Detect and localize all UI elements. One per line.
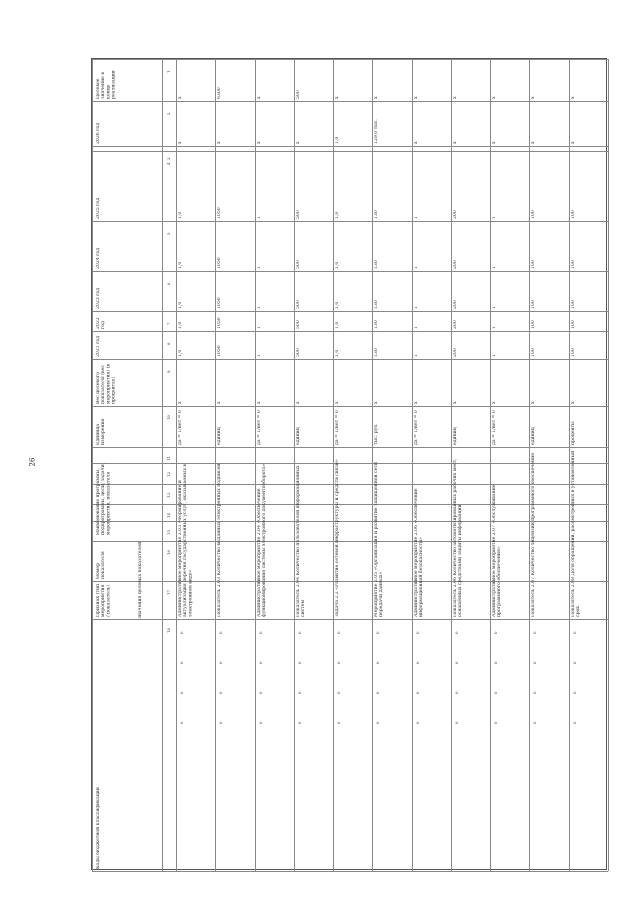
column-number: 2: [166, 112, 171, 115]
cell-year-value: 100: [570, 300, 576, 309]
column-number: 18: [166, 627, 171, 633]
cell-code: [532, 834, 565, 844]
cell-code: [179, 744, 212, 754]
cell-code: [454, 804, 487, 814]
cell-year-value: 1: [256, 216, 262, 219]
cell-code: [258, 834, 291, 844]
column-number: 15: [166, 529, 171, 535]
cell-code: 0: [257, 631, 263, 634]
cell-code: 0: [257, 721, 263, 724]
cell-year-value: 1: [413, 266, 419, 269]
cell-code: [375, 834, 408, 844]
cell-final-value: х: [492, 96, 498, 99]
cell-unit: единиц: [295, 427, 301, 445]
cell-code: [218, 744, 251, 754]
cell-year-value: 130: [374, 320, 380, 329]
cell-weight: х: [178, 401, 183, 404]
cell-name: Административное мероприятие 2.03 «Формирование и актуализация перечня государственных услуг, оказываемых в электронном виде»: [178, 464, 194, 617]
cell-code: 0: [571, 691, 577, 694]
cell-year-value: 200: [452, 210, 458, 219]
cell-code: [493, 744, 526, 754]
cell-code: 0: [493, 691, 499, 694]
grid-hline: [92, 871, 608, 872]
cell-year-value: 1050: [217, 345, 223, 357]
cell-year-value: 100: [531, 260, 537, 269]
cell-code: 0: [493, 661, 499, 664]
cell-name: Показатель 2.08 Доля обращений, рассмотренных в установленный срок: [570, 450, 581, 617]
cell-code: [493, 804, 526, 814]
cell-code: 0: [179, 691, 184, 694]
cell-year-value: х: [452, 141, 458, 144]
column-number: 14: [166, 512, 171, 518]
cell-year-value: 100: [570, 320, 576, 329]
cell-code: [454, 834, 487, 844]
column-number: 3: [166, 157, 171, 160]
grid-vline: [92, 59, 93, 871]
cell-code: [336, 804, 369, 814]
cell-year-value: 1,0: [335, 301, 341, 309]
cell-year-value: 1: [492, 306, 498, 309]
cell-year-value: 130: [374, 348, 380, 357]
cell-year-value: 500: [295, 210, 301, 219]
cell-code: 0: [257, 661, 263, 664]
cell-final-value: х: [335, 96, 341, 99]
cell-code: [258, 744, 291, 754]
cell-code: [179, 804, 212, 814]
cell-year-value: 130: [374, 300, 380, 309]
cell-year-value: 1,0: [178, 211, 183, 219]
cell-code: [415, 834, 448, 844]
cell-code: 0: [493, 721, 499, 724]
cell-code: 0: [336, 691, 342, 694]
cell-year-value: 1,0: [178, 349, 183, 357]
cell-code: [493, 774, 526, 784]
cell-code: 0: [453, 661, 459, 664]
column-number: 12: [166, 471, 171, 477]
cell-code: [297, 804, 330, 814]
cell-year-value: х: [570, 141, 576, 144]
cell-year-value: 100: [531, 320, 537, 329]
cell-final-value: х: [256, 96, 262, 99]
cell-unit: единиц: [217, 427, 223, 445]
column-number: 17: [166, 589, 171, 595]
cell-code: 0: [414, 721, 420, 724]
cell-code: [493, 834, 526, 844]
cell-code: 0: [375, 661, 381, 664]
header-h-unit: Единица измерения: [96, 418, 107, 445]
cell-year-value: 1: [413, 306, 419, 309]
cell-weight: х: [413, 401, 419, 404]
cell-code: 0: [296, 691, 302, 694]
header-h-y4: 2024 год: [96, 247, 101, 269]
cell-code: 0: [571, 721, 577, 724]
cell-unit: единиц: [452, 427, 458, 445]
cell-final-value: 500: [295, 90, 301, 99]
cell-code: [375, 804, 408, 814]
cell-unit: тыс. руб.: [374, 423, 380, 445]
cell-unit: да = 1/нет = 0: [178, 410, 183, 445]
cell-year-value: 500: [295, 260, 301, 269]
cell-year-value: 1,0: [335, 211, 341, 219]
cell-year-value: х: [178, 141, 183, 144]
cell-code: 0: [532, 691, 538, 694]
cell-code: 0: [179, 661, 184, 664]
cell-unit: единиц: [531, 427, 537, 445]
cell-code: 0: [571, 631, 577, 634]
cell-year-value: х: [295, 141, 301, 144]
cell-final-value: х: [570, 96, 576, 99]
cell-code: 0: [375, 721, 381, 724]
cell-code: 0: [179, 631, 184, 634]
column-number: 4: [166, 162, 171, 165]
header-h-y5: 2025 год: [96, 197, 101, 219]
cell-year-value: 1: [413, 326, 419, 329]
header-h-final: Целевое значение в конце реализации: [96, 70, 117, 99]
cell-year-value: 1,0: [335, 136, 341, 144]
cell-code: [258, 774, 291, 784]
cell-code: 0: [336, 661, 342, 664]
grid-vline: [162, 59, 163, 871]
cell-year-value: 1: [492, 266, 498, 269]
header-h-y3: 2023 год: [96, 287, 101, 309]
cell-code: [572, 804, 605, 814]
cell-weight: х: [335, 401, 341, 404]
cell-code: 0: [532, 631, 538, 634]
program-table: [91, 58, 607, 870]
column-number: 8: [166, 342, 171, 345]
cell-code: [297, 744, 330, 754]
cell-code: 0: [414, 631, 420, 634]
cell-code: [336, 834, 369, 844]
cell-code: 0: [414, 691, 420, 694]
cell-year-value: 500: [295, 320, 301, 329]
cell-code: [532, 804, 565, 814]
cell-code: [179, 774, 212, 784]
cell-code: [218, 804, 251, 814]
header-h-y6: 2026 год: [96, 122, 101, 144]
cell-code: [218, 834, 251, 844]
cell-code: 0: [218, 661, 224, 664]
cell-name: Показатель 2.04 Количество пользователей информационных систем: [295, 465, 307, 617]
header-h-num: Номер показателя: [96, 551, 107, 579]
cell-unit: да = 1/нет = 0: [256, 410, 262, 445]
column-number: 7: [166, 322, 171, 325]
cell-name: Показатель 2.06 Количество автоматизированных рабочих мест, оснащённых средствами защиты информации: [452, 458, 464, 617]
cell-final-value: х: [413, 96, 419, 99]
header-h-y2: 2022 год: [96, 317, 107, 329]
cell-year-value: 1: [256, 306, 262, 309]
cell-code: [572, 774, 605, 784]
cell-code: 0: [296, 721, 302, 724]
cell-code: [336, 744, 369, 754]
cell-year-value: 200: [452, 260, 458, 269]
cell-code: [532, 744, 565, 754]
column-number: 10: [166, 414, 171, 420]
cell-unit: проценты: [570, 421, 576, 445]
cell-code: 0: [218, 631, 224, 634]
cell-code: 0: [336, 631, 342, 634]
cell-year-value: 1,0: [178, 261, 183, 269]
cell-year-value: 1,0: [335, 349, 341, 357]
header-h-name: Наименование программы, подпрограммы, цели, задачи, мероприятия, показателя: [96, 462, 112, 535]
cell-year-value: 1,0: [335, 321, 341, 329]
cell-weight: х: [217, 401, 223, 404]
cell-year-value: 1: [256, 354, 262, 357]
cell-weight: х: [531, 401, 537, 404]
cell-unit: да = 1/нет = 0: [335, 410, 341, 445]
cell-year-value: 100: [531, 348, 537, 357]
cell-code: 0: [375, 631, 381, 634]
cell-code: 0: [414, 661, 420, 664]
cell-code: 0: [375, 691, 381, 694]
cell-code: 0: [296, 661, 302, 664]
cell-weight: х: [492, 401, 498, 404]
cell-year-value: 1,0: [178, 301, 183, 309]
cell-name: Мероприятие 2.05 «Организация и развитие защищённой сети передачи данных»: [374, 462, 385, 617]
cell-code: 0: [453, 631, 459, 634]
cell-code: [415, 774, 448, 784]
cell-year-value: 100: [570, 210, 576, 219]
cell-final-value: 6300: [217, 87, 223, 99]
cell-year-value: 1: [492, 216, 498, 219]
cell-year-value: 130: [374, 210, 380, 219]
cell-year-value: х: [531, 141, 537, 144]
column-number: 5: [166, 232, 171, 235]
cell-code: [572, 834, 605, 844]
cell-code: 0: [453, 721, 459, 724]
cell-code: 0: [296, 631, 302, 634]
column-number: 6: [166, 282, 171, 285]
header-sources-group: Коды бюджетной классификации: [96, 787, 101, 869]
cell-code: 0: [218, 691, 224, 694]
cell-year-value: 1: [413, 354, 419, 357]
cell-code: [532, 774, 565, 784]
cell-weight: х: [374, 401, 380, 404]
cell-weight: х: [452, 401, 458, 404]
cell-code: [258, 804, 291, 814]
cell-year-value: 200: [452, 320, 458, 329]
cell-year-value: 100: [531, 210, 537, 219]
cell-year-value: 1,0: [178, 321, 183, 329]
cell-weight: х: [256, 401, 262, 404]
cell-code: 0: [336, 721, 342, 724]
page-number: 26: [28, 457, 37, 467]
cell-name: Административное мероприятие 2.07 «Обслуживание программного обеспечения»: [492, 484, 503, 617]
cell-final-value: х: [452, 96, 458, 99]
cell-code: [297, 774, 330, 784]
cell-year-value: 129,0 тыс.: [374, 119, 380, 144]
cell-year-value: 1: [256, 326, 262, 329]
cell-code: 0: [571, 661, 577, 664]
cell-year-value: 500: [295, 300, 301, 309]
column-number: 13: [166, 492, 171, 498]
cell-year-value: 1: [492, 354, 498, 357]
cell-weight: х: [570, 401, 576, 404]
cell-year-value: х: [413, 141, 419, 144]
column-number: 1: [166, 70, 171, 73]
cell-final-value: х: [531, 96, 537, 99]
column-number: 9: [166, 370, 171, 373]
column-number: 11: [166, 455, 171, 461]
cell-year-value: 100: [531, 300, 537, 309]
cell-code: 0: [532, 721, 538, 724]
cell-code: [375, 774, 408, 784]
cell-year-value: х: [217, 141, 223, 144]
cell-year-value: 1,0: [335, 261, 341, 269]
cell-name: Задача 2.2 «Развитие сетевой инфраструктуры и средств связи»: [335, 459, 341, 617]
cell-year-value: 130: [374, 260, 380, 269]
column-number: 16: [166, 549, 171, 555]
cell-year-value: 1050: [217, 317, 223, 329]
cell-year-value: 1: [413, 216, 419, 219]
cell-code: [179, 834, 212, 844]
cell-code: [415, 744, 448, 754]
cell-code: [454, 744, 487, 754]
cell-code: 0: [532, 661, 538, 664]
cell-code: [336, 774, 369, 784]
cell-unit: да = 1/нет = 0: [492, 410, 498, 445]
header-h-sign: Признак (тип мероприятия / показатель): [96, 583, 112, 617]
cell-code: [454, 774, 487, 784]
cell-year-value: 100: [570, 260, 576, 269]
cell-code: 0: [257, 691, 263, 694]
cell-year-value: х: [492, 141, 498, 144]
cell-code: [297, 834, 330, 844]
cell-code: 0: [453, 691, 459, 694]
cell-code: [375, 744, 408, 754]
cell-final-value: х: [178, 96, 183, 99]
header-h-weight: Вес целевого показателя (вес мероприятия) (в процентах): [96, 363, 117, 404]
header-h-y1: 2021 год: [96, 335, 101, 357]
cell-year-value: 1: [256, 266, 262, 269]
cell-year-value: 100: [570, 348, 576, 357]
cell-unit: да = 1/нет = 0: [413, 410, 419, 445]
cell-code: [572, 744, 605, 754]
cell-name: Показатель 2.07 Количество лицензий программного обеспечения: [531, 452, 537, 617]
cell-year-value: 1: [492, 326, 498, 329]
cell-name: Административное мероприятие 2.06 «Обеспечение информационной безопасности»: [413, 488, 424, 617]
cell-year-value: 500: [295, 348, 301, 357]
cell-weight: х: [295, 401, 301, 404]
cell-year-value: х: [256, 141, 262, 144]
cell-code: 0: [493, 631, 499, 634]
cell-code: 0: [179, 721, 184, 724]
cell-code: [415, 804, 448, 814]
cell-name: Показатель 2.03 Количество выданных электронных подписей: [217, 463, 223, 617]
cell-year-value: 1050: [217, 207, 223, 219]
cell-year-value: 200: [452, 348, 458, 357]
cell-code: 0: [218, 721, 224, 724]
cell-year-value: 1050: [217, 257, 223, 269]
grid-vline: [608, 59, 609, 871]
cell-name: Административное мероприятие 2.04 «Обеспечение функционирования системы электронного документооборота»: [256, 463, 267, 617]
header-years-group: Значения целевых показателей: [138, 541, 143, 619]
cell-code: [218, 774, 251, 784]
cell-year-value: 1050: [217, 297, 223, 309]
cell-final-value: х: [374, 96, 380, 99]
cell-year-value: 200: [452, 300, 458, 309]
